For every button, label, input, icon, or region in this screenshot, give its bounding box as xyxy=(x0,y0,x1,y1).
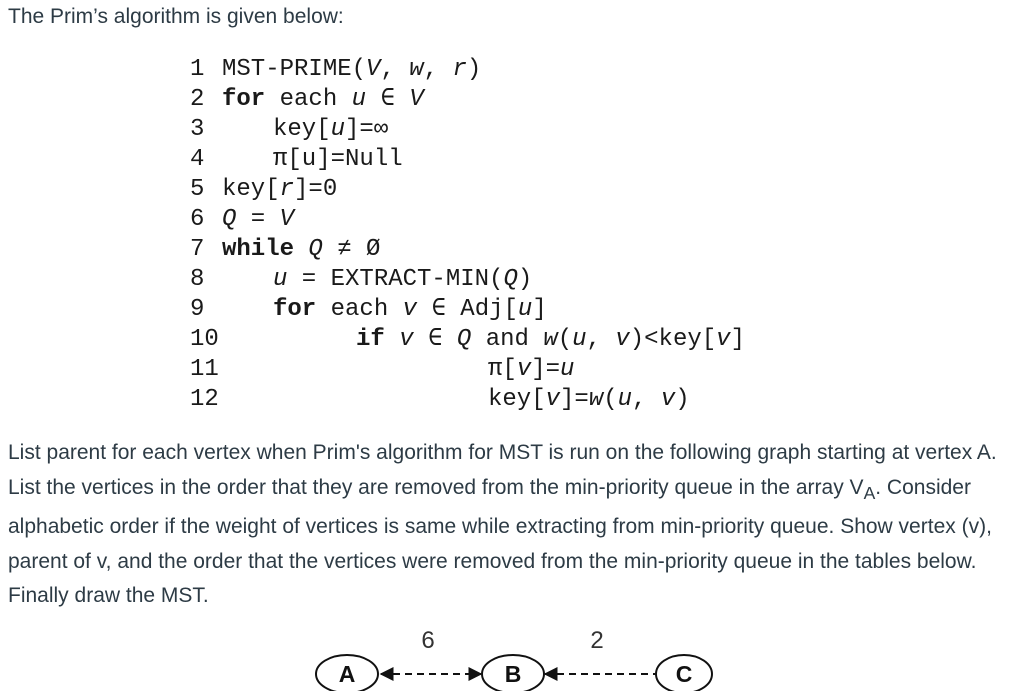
code-text: key[u]=∞ xyxy=(273,116,389,143)
line-number: 2 xyxy=(190,86,205,113)
line-number: 10 xyxy=(190,326,219,353)
intro-text: The Prim’s algorithm is given below: xyxy=(8,5,344,28)
subscript-a: A xyxy=(863,482,876,503)
node-c xyxy=(656,655,712,691)
line-number: 12 xyxy=(190,386,219,413)
node-label-a: A xyxy=(338,661,356,687)
code-text: key[r]=0 xyxy=(222,176,338,203)
code-text: for each v ∈ Adj[u] xyxy=(273,296,547,323)
edge-weight-b-c: 2 xyxy=(590,627,604,654)
graph-diagram xyxy=(300,620,730,691)
code-text: π[u]=Null xyxy=(273,146,403,173)
code-text: if v ∈ Q and w(u, v)<key[v] xyxy=(356,326,745,353)
line-number: 7 xyxy=(190,236,205,263)
line-number: 3 xyxy=(190,116,205,143)
node-a xyxy=(316,655,378,691)
code-text: for each u ∈ V xyxy=(222,86,424,113)
edge-a-b xyxy=(381,627,481,674)
line-number: 6 xyxy=(190,206,205,233)
code-text: Q = V xyxy=(222,206,295,233)
problem-text-continued: . Consider alphabetic order if the weight of vertices is same while extracting from min-priority queue. Show vertex (v), parent of v, and the order that the vertices were removed from the min-priority queue in the tables below. Finally draw the MST. xyxy=(8,475,992,608)
line-number: 4 xyxy=(190,146,205,173)
problem-text: List parent for each vertex when Prim's algorithm for MST is run on the following graph starting at vertex A. List the vertices in the order that they are removed from the min-priority queue in the array V xyxy=(8,441,997,499)
line-number: 9 xyxy=(190,296,205,323)
edge-b-c xyxy=(545,627,657,674)
node-label-c: C xyxy=(675,661,693,687)
node-label-b: B xyxy=(504,661,522,687)
code-text: MST-PRIME(V, w, r) xyxy=(222,56,482,83)
code-text: π[v]=u xyxy=(488,356,575,383)
line-number: 8 xyxy=(190,266,205,293)
node-b xyxy=(482,655,544,691)
problem-paragraph xyxy=(8,436,1008,614)
code-text: while Q ≠ Ø xyxy=(222,236,381,263)
code-text: key[v]=w(u, v) xyxy=(488,386,690,413)
line-number: 1 xyxy=(190,56,205,83)
edge-weight-a-b: 6 xyxy=(421,627,435,654)
line-number: 5 xyxy=(190,176,205,203)
code-text: u = EXTRACT-MIN(Q) xyxy=(273,266,533,293)
line-number: 11 xyxy=(190,356,219,383)
